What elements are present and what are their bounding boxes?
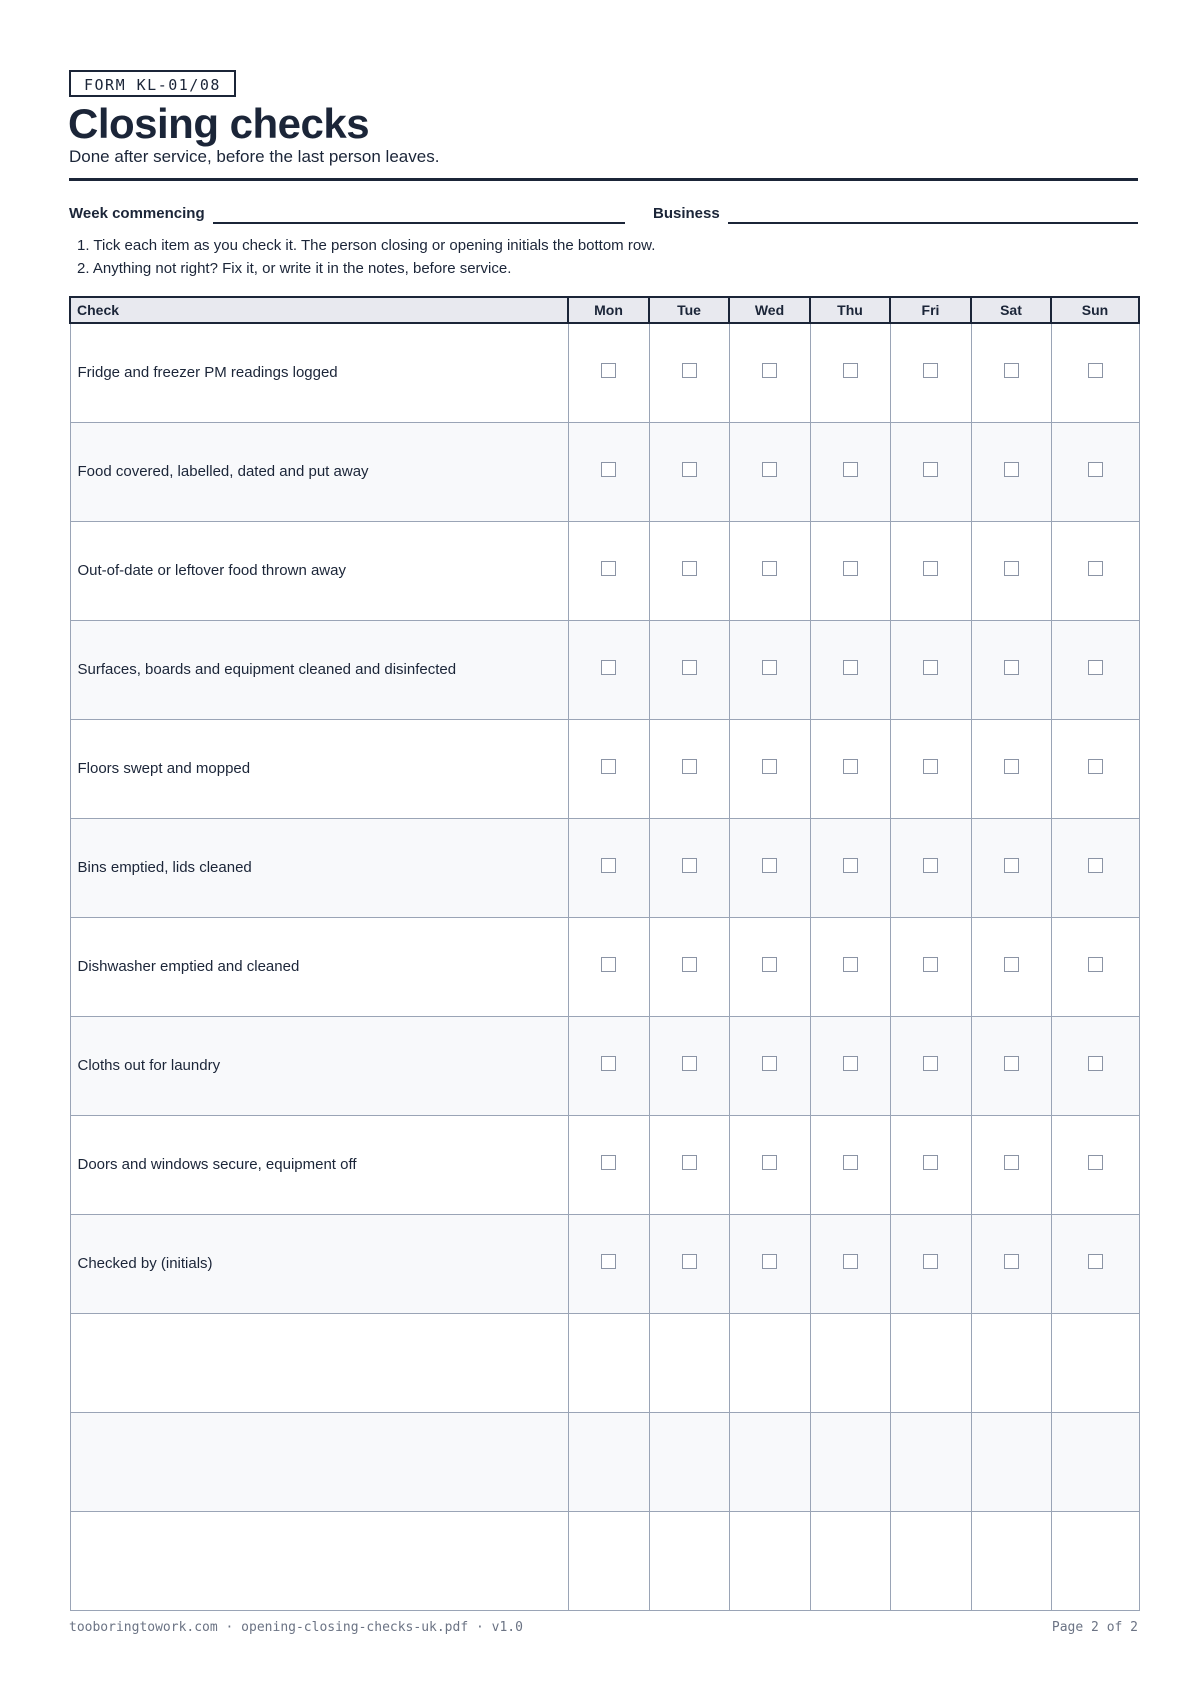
blank-day-cell[interactable] xyxy=(729,1313,810,1412)
day-cell xyxy=(568,917,649,1016)
day-cell xyxy=(568,818,649,917)
table-row xyxy=(70,422,1139,521)
checkbox-icon[interactable] xyxy=(1004,363,1019,378)
checkbox-icon[interactable] xyxy=(682,660,697,675)
day-cell xyxy=(971,1115,1051,1214)
check-item-label: Cloths out for laundry xyxy=(70,1016,568,1115)
checkbox-icon[interactable] xyxy=(1088,957,1103,972)
checkbox-icon[interactable] xyxy=(1004,1155,1019,1170)
day-cell xyxy=(971,620,1051,719)
checkbox-icon[interactable] xyxy=(1088,759,1103,774)
checkbox-icon[interactable] xyxy=(843,759,858,774)
day-cell xyxy=(890,1115,971,1214)
column-header-day: Thu xyxy=(810,297,890,323)
day-cell xyxy=(568,1115,649,1214)
checkbox-icon[interactable] xyxy=(843,363,858,378)
day-cell xyxy=(729,818,810,917)
check-item-label: Dishwasher emptied and cleaned xyxy=(70,917,568,1016)
week-commencing-field xyxy=(69,202,625,224)
check-item-label: Out-of-date or leftover food thrown away xyxy=(70,521,568,620)
day-cell xyxy=(890,422,971,521)
checkbox-icon[interactable] xyxy=(1088,660,1103,675)
day-cell xyxy=(649,917,729,1016)
day-cell xyxy=(890,917,971,1016)
column-header-day: Mon xyxy=(568,297,649,323)
day-cell xyxy=(649,1016,729,1115)
day-cell xyxy=(1051,422,1139,521)
day-cell xyxy=(1051,917,1139,1016)
checkbox-icon[interactable] xyxy=(601,957,616,972)
checkbox-icon[interactable] xyxy=(923,1155,938,1170)
checkbox-icon[interactable] xyxy=(1088,363,1103,378)
checkbox-icon[interactable] xyxy=(923,759,938,774)
checkbox-icon[interactable] xyxy=(762,561,777,576)
column-header-day: Sat xyxy=(971,297,1051,323)
day-cell xyxy=(810,719,890,818)
day-cell xyxy=(568,422,649,521)
checkbox-icon[interactable] xyxy=(601,1254,616,1269)
footer-source: tooboringtowork.com · opening-closing-checks-uk.pdf · v1.0 xyxy=(69,1620,523,1635)
checkbox-icon[interactable] xyxy=(843,1254,858,1269)
blank-day-cell[interactable] xyxy=(568,1412,649,1511)
checkbox-icon[interactable] xyxy=(762,462,777,477)
day-cell xyxy=(810,917,890,1016)
blank-day-cell[interactable] xyxy=(810,1412,890,1511)
checkbox-icon[interactable] xyxy=(1088,858,1103,873)
day-cell xyxy=(971,818,1051,917)
day-cell xyxy=(890,521,971,620)
day-cell xyxy=(810,1115,890,1214)
day-cell xyxy=(1051,323,1139,422)
checkbox-icon[interactable] xyxy=(1004,660,1019,675)
checkbox-icon[interactable] xyxy=(843,561,858,576)
instruction-item: 2. Anything not right? Fix it, or write it in the notes, before service. xyxy=(77,260,512,277)
column-header-check: Check xyxy=(70,297,568,323)
blank-day-cell[interactable] xyxy=(971,1511,1051,1610)
check-item-label: Doors and windows secure, equipment off xyxy=(70,1115,568,1214)
blank-day-cell[interactable] xyxy=(971,1412,1051,1511)
check-item-label: Checked by (initials) xyxy=(70,1214,568,1313)
checkbox-icon[interactable] xyxy=(762,858,777,873)
checkbox-icon[interactable] xyxy=(682,1254,697,1269)
day-cell xyxy=(971,323,1051,422)
checkbox-icon[interactable] xyxy=(601,759,616,774)
checkbox-icon[interactable] xyxy=(682,759,697,774)
checkbox-icon[interactable] xyxy=(1088,1254,1103,1269)
day-cell xyxy=(971,1016,1051,1115)
checkbox-icon[interactable] xyxy=(762,363,777,378)
day-cell xyxy=(649,620,729,719)
checkbox-icon[interactable] xyxy=(923,957,938,972)
day-cell xyxy=(649,818,729,917)
form-code: FORM KL-01/08 xyxy=(69,70,236,96)
checkbox-icon[interactable] xyxy=(682,1155,697,1170)
checkbox-icon[interactable] xyxy=(1088,561,1103,576)
day-cell xyxy=(568,521,649,620)
day-cell xyxy=(810,620,890,719)
day-cell xyxy=(810,422,890,521)
checkbox-icon[interactable] xyxy=(601,1155,616,1170)
day-cell xyxy=(810,1214,890,1313)
day-cell xyxy=(810,521,890,620)
blank-day-cell[interactable] xyxy=(971,1313,1051,1412)
column-header-day: Sun xyxy=(1051,297,1139,323)
checkbox-icon[interactable] xyxy=(762,1254,777,1269)
checkbox-icon[interactable] xyxy=(1004,957,1019,972)
blank-day-cell[interactable] xyxy=(1051,1511,1139,1610)
column-header-day: Fri xyxy=(890,297,971,323)
business-input[interactable] xyxy=(728,202,1138,224)
checkbox-icon[interactable] xyxy=(923,1056,938,1071)
checkbox-icon[interactable] xyxy=(843,462,858,477)
business-field xyxy=(653,202,1138,224)
day-cell xyxy=(729,1016,810,1115)
day-cell xyxy=(1051,1115,1139,1214)
table-row xyxy=(70,1016,1139,1115)
checkbox-icon[interactable] xyxy=(682,957,697,972)
blank-day-cell[interactable] xyxy=(1051,1412,1139,1511)
day-cell xyxy=(890,323,971,422)
instructions-list xyxy=(69,234,655,280)
blank-item-cell[interactable] xyxy=(70,1313,568,1412)
checkbox-icon[interactable] xyxy=(1004,1056,1019,1071)
day-cell xyxy=(649,1214,729,1313)
day-cell xyxy=(971,1214,1051,1313)
day-cell xyxy=(1051,1016,1139,1115)
day-cell xyxy=(1051,719,1139,818)
week-commencing-label: Week commencing xyxy=(69,205,205,222)
day-cell xyxy=(568,1214,649,1313)
table-row xyxy=(70,719,1139,818)
day-cell xyxy=(890,818,971,917)
checkbox-icon[interactable] xyxy=(923,462,938,477)
day-cell xyxy=(1051,620,1139,719)
table-row-blank xyxy=(70,1313,1139,1412)
day-cell xyxy=(810,1016,890,1115)
blank-day-cell[interactable] xyxy=(890,1313,971,1412)
blank-day-cell[interactable] xyxy=(1051,1313,1139,1412)
header-divider xyxy=(69,178,1138,181)
blank-day-cell[interactable] xyxy=(649,1412,729,1511)
table-row xyxy=(70,521,1139,620)
day-cell xyxy=(649,719,729,818)
day-cell xyxy=(568,323,649,422)
table-row xyxy=(70,917,1139,1016)
day-cell xyxy=(890,719,971,818)
checkbox-icon[interactable] xyxy=(1088,1056,1103,1071)
checkbox-icon[interactable] xyxy=(762,759,777,774)
day-cell xyxy=(729,917,810,1016)
table-row xyxy=(70,620,1139,719)
checkbox-icon[interactable] xyxy=(601,561,616,576)
day-cell xyxy=(971,719,1051,818)
check-item-label: Floors swept and mopped xyxy=(70,719,568,818)
blank-day-cell[interactable] xyxy=(810,1313,890,1412)
blank-day-cell[interactable] xyxy=(729,1511,810,1610)
day-cell xyxy=(971,521,1051,620)
blank-day-cell[interactable] xyxy=(649,1511,729,1610)
checkbox-icon[interactable] xyxy=(601,660,616,675)
checkbox-icon[interactable] xyxy=(1004,759,1019,774)
checkbox-icon[interactable] xyxy=(601,1056,616,1071)
day-cell xyxy=(729,323,810,422)
checkbox-icon[interactable] xyxy=(682,1056,697,1071)
page-subtitle: Done after service, before the last person leaves. xyxy=(69,147,440,166)
blank-day-cell[interactable] xyxy=(568,1313,649,1412)
checkbox-icon[interactable] xyxy=(843,957,858,972)
checkbox-icon[interactable] xyxy=(923,660,938,675)
page-number: Page 2 of 2 xyxy=(1051,1620,1138,1635)
blank-day-cell[interactable] xyxy=(568,1511,649,1610)
day-cell xyxy=(729,422,810,521)
check-item-label: Food covered, labelled, dated and put away xyxy=(70,422,568,521)
column-header-day: Wed xyxy=(729,297,810,323)
table-row xyxy=(70,323,1139,422)
checkbox-icon[interactable] xyxy=(762,1056,777,1071)
day-cell xyxy=(890,1016,971,1115)
blank-day-cell[interactable] xyxy=(890,1511,971,1610)
day-cell xyxy=(971,422,1051,521)
table-row xyxy=(70,1214,1139,1313)
day-cell xyxy=(1051,1214,1139,1313)
checkbox-icon[interactable] xyxy=(1088,1155,1103,1170)
day-cell xyxy=(971,917,1051,1016)
checkbox-icon[interactable] xyxy=(923,561,938,576)
day-cell xyxy=(649,422,729,521)
day-cell xyxy=(568,719,649,818)
page-title: Closing checks xyxy=(68,100,370,147)
checkbox-icon[interactable] xyxy=(1004,1254,1019,1269)
checkbox-icon[interactable] xyxy=(682,561,697,576)
day-cell xyxy=(649,1115,729,1214)
day-cell xyxy=(1051,521,1139,620)
day-cell xyxy=(568,620,649,719)
week-commencing-input[interactable] xyxy=(213,202,625,224)
day-cell xyxy=(649,323,729,422)
checkbox-icon[interactable] xyxy=(601,363,616,378)
blank-day-cell[interactable] xyxy=(810,1511,890,1610)
day-cell xyxy=(568,1016,649,1115)
day-cell xyxy=(729,521,810,620)
checkbox-icon[interactable] xyxy=(1004,561,1019,576)
checkbox-icon[interactable] xyxy=(923,858,938,873)
blank-day-cell[interactable] xyxy=(729,1412,810,1511)
checkbox-icon[interactable] xyxy=(762,1155,777,1170)
checkbox-icon[interactable] xyxy=(843,1155,858,1170)
day-cell xyxy=(890,620,971,719)
checkbox-icon[interactable] xyxy=(682,858,697,873)
blank-day-cell[interactable] xyxy=(649,1313,729,1412)
blank-day-cell[interactable] xyxy=(890,1412,971,1511)
day-cell xyxy=(1051,818,1139,917)
checkbox-icon[interactable] xyxy=(1088,462,1103,477)
checkbox-icon[interactable] xyxy=(762,957,777,972)
checkbox-icon[interactable] xyxy=(601,858,616,873)
checks-table xyxy=(69,296,1140,1611)
blank-item-cell[interactable] xyxy=(70,1511,568,1610)
checkbox-icon[interactable] xyxy=(843,1056,858,1071)
table-row xyxy=(70,1115,1139,1214)
checkbox-icon[interactable] xyxy=(601,462,616,477)
blank-item-cell[interactable] xyxy=(70,1412,568,1511)
checkbox-icon[interactable] xyxy=(923,363,938,378)
check-item-label: Surfaces, boards and equipment cleaned and disinfected xyxy=(70,620,568,719)
checkbox-icon[interactable] xyxy=(682,462,697,477)
day-cell xyxy=(729,1214,810,1313)
day-cell xyxy=(729,620,810,719)
checkbox-icon[interactable] xyxy=(843,660,858,675)
day-cell xyxy=(729,719,810,818)
business-label: Business xyxy=(653,205,720,222)
day-cell xyxy=(810,323,890,422)
check-item-label: Fridge and freezer PM readings logged xyxy=(70,323,568,422)
checkbox-icon[interactable] xyxy=(1004,462,1019,477)
checkbox-icon[interactable] xyxy=(843,858,858,873)
table-header-row xyxy=(70,297,1139,323)
checkbox-icon[interactable] xyxy=(682,363,697,378)
table-body xyxy=(70,323,1139,1610)
day-cell xyxy=(890,1214,971,1313)
check-item-label: Bins emptied, lids cleaned xyxy=(70,818,568,917)
column-header-day: Tue xyxy=(649,297,729,323)
checkbox-icon[interactable] xyxy=(1004,858,1019,873)
instruction-item: 1. Tick each item as you check it. The person closing or opening initials the bottom row. xyxy=(77,237,656,254)
checkbox-icon[interactable] xyxy=(762,660,777,675)
table-row xyxy=(70,818,1139,917)
day-cell xyxy=(649,521,729,620)
checkbox-icon[interactable] xyxy=(923,1254,938,1269)
table-row-blank xyxy=(70,1412,1139,1511)
day-cell xyxy=(729,1115,810,1214)
day-cell xyxy=(810,818,890,917)
table-row-blank xyxy=(70,1511,1139,1610)
